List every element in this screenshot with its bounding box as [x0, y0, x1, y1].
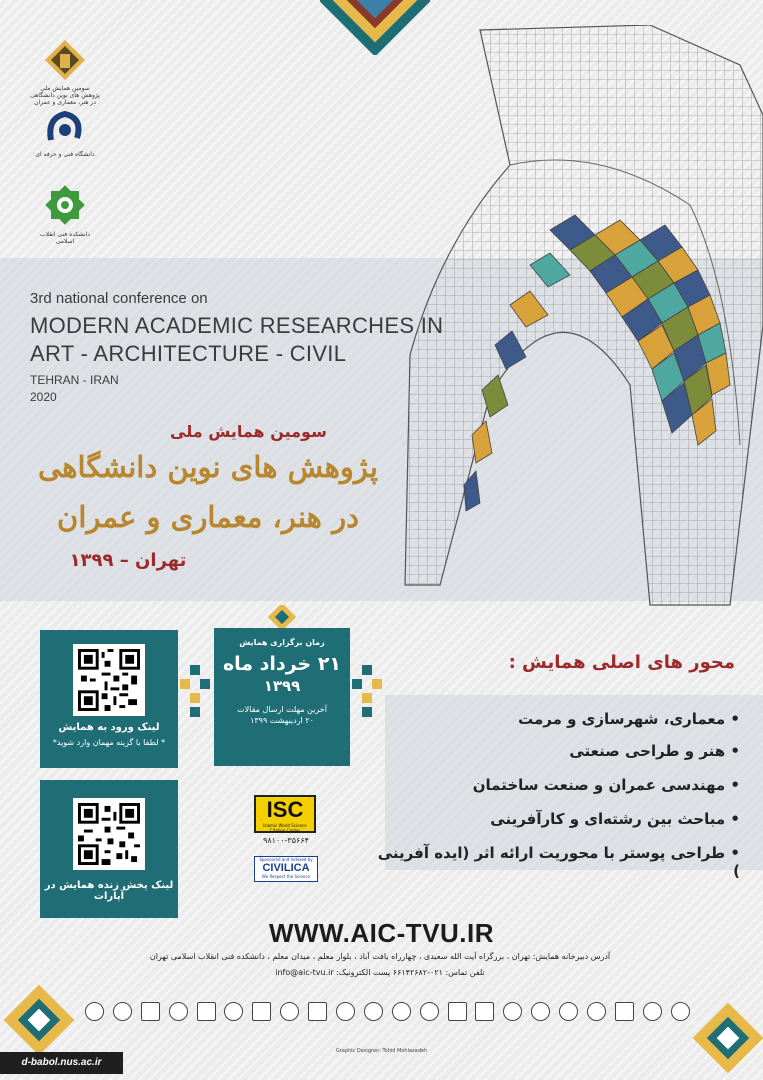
- fa-title-line2: در هنر، معماری و عمران: [57, 500, 359, 534]
- sponsor-logo-icon: [85, 1002, 104, 1021]
- topic-item: • معماری، شهرسازی و مرمت: [518, 710, 740, 728]
- logo-caption: دانشگاه فنی و حرفه ای: [35, 151, 95, 158]
- qr-live-box[interactable]: [40, 780, 178, 918]
- fa-city: تهران – ۱۳۹۹: [69, 550, 187, 571]
- date-box-title: زمان برگزاری همایش: [239, 638, 325, 647]
- website-link[interactable]: WWW.AIC-TVU.IR: [268, 918, 495, 948]
- logo-faculty: [30, 182, 100, 245]
- address: آدرس دبیرخانه همایش: تهران ، بزرگراه آیت الله سعیدی ، چهارراه یافت آباد ، بلوار معلم ، میدان معلم ، دانشکده فنی انقلاب اسلامی تهران: [149, 952, 611, 961]
- topic-item: • مباحث بین رشته‌ای و کارآفرینی: [490, 810, 740, 828]
- qr-code-icon[interactable]: [73, 644, 145, 716]
- deadline-date: ۲۰ اردیبهشت ۱۳۹۹: [250, 716, 314, 725]
- conference-date: ۲۱ خرداد ماه: [222, 653, 342, 675]
- tvu-logo-icon: [43, 108, 87, 148]
- sponsor-logo-icon: [448, 1002, 467, 1021]
- qr-code-icon[interactable]: [73, 798, 145, 870]
- sponsor-logo-icon: [141, 1002, 160, 1021]
- isc-logo-sub: Islamic World Science Citation Center: [263, 823, 307, 833]
- topic-item: • طراحی پوستر با محوریت ارائه اثر (ایده آفرینی ): [377, 844, 740, 880]
- sponsor-logo-icon: [420, 1002, 439, 1021]
- left-side-ornament: [180, 665, 212, 721]
- sponsor-logos: [85, 996, 690, 1026]
- qr-live-label[interactable]: لینک پخش زنده همایش در آپارات: [44, 880, 174, 902]
- civilica-tag: We Respect the Science: [262, 874, 310, 879]
- contact-info: تلفن تماس: ۰۲۱-۶۶۱۴۲۶۸۲ پست الکترونیک: info@aic-tvu.ir: [275, 968, 485, 977]
- sponsor-logo-icon: [559, 1002, 578, 1021]
- civilica-top: Sponsored and Indexed by: [259, 857, 313, 862]
- sponsor-logo-icon: [503, 1002, 522, 1021]
- conference-year: ۱۳۹۹: [263, 677, 301, 695]
- sponsor-logo-icon: [643, 1002, 662, 1021]
- university-emblem-icon: [43, 38, 87, 82]
- isc-logo: [254, 795, 316, 833]
- deadline-label: آخرین مهلت ارسال مقالات: [237, 705, 327, 714]
- en-subtitle: 3rd national conference on: [30, 290, 208, 307]
- source-tag[interactable]: d-babol.nus.ac.ir: [0, 1052, 123, 1074]
- sponsor-logo-icon: [280, 1002, 299, 1021]
- bottom-left-ornament: [0, 985, 80, 1056]
- isc-code: ۹۸۱۰۰-۳۵۶۶۴: [263, 836, 309, 845]
- logo-caption: سومین همایش ملی پژوهش های نوین دانشگاهی در هنر، معماری و عمران: [30, 85, 100, 107]
- civilica-logo: [254, 856, 318, 882]
- qr-entry-label[interactable]: لینک ورود به همایش: [58, 722, 160, 733]
- fa-subtitle: سومین همایش ملی: [170, 422, 327, 441]
- sponsor-logo-icon: [587, 1002, 606, 1021]
- date-box: [214, 628, 350, 766]
- sponsor-logo-icon: [364, 1002, 383, 1021]
- logo-caption: دانشکده فنی انقلاب اسلامی: [39, 231, 91, 246]
- en-city: TEHRAN - IRAN: [30, 373, 119, 387]
- azadi-tower-illustration: [400, 25, 763, 610]
- en-title-line2: ART - ARCHITECTURE - CIVIL: [30, 341, 347, 366]
- topic-item: • مهندسی عمران و صنعت ساختمان: [472, 776, 740, 794]
- logo-tvu: [30, 108, 100, 158]
- bottom-right-ornament: [685, 995, 763, 1080]
- faculty-star-logo-icon: [42, 182, 88, 228]
- topic-item: • هنر و طراحی صنعتی: [569, 742, 740, 760]
- sponsor-logo-icon: [336, 1002, 355, 1021]
- fa-title-line1: پژوهش های نوین دانشگاهی: [38, 450, 378, 484]
- civilica-name: CIVILICA: [262, 862, 310, 874]
- sponsor-logo-icon: [252, 1002, 271, 1021]
- qr-entry-note: * لطفا با گزینه مهمان وارد شوید*: [52, 738, 166, 747]
- sponsor-logo-icon: [197, 1002, 216, 1021]
- sponsor-logo-icon: [224, 1002, 243, 1021]
- sponsor-logo-icon: [531, 1002, 550, 1021]
- sponsor-logo-icon: [169, 1002, 188, 1021]
- sponsor-logo-icon: [615, 1002, 634, 1021]
- logo-conference: [30, 38, 100, 107]
- qr-entry-box[interactable]: [40, 630, 178, 768]
- sponsor-logo-icon: [113, 1002, 132, 1021]
- sponsor-logo-icon: [475, 1002, 494, 1021]
- sponsor-logo-icon: [392, 1002, 411, 1021]
- en-title-line1: MODERN ACADEMIC RESEARCHES IN: [30, 313, 444, 338]
- isc-logo-text: ISC: [266, 797, 304, 822]
- topics-title: محور های اصلی همایش :: [508, 652, 735, 673]
- designer-credit: Graphic Designer: Tohid Mohlazadeh: [335, 1048, 428, 1054]
- sponsor-logo-icon: [308, 1002, 327, 1021]
- en-year: 2020: [30, 390, 57, 404]
